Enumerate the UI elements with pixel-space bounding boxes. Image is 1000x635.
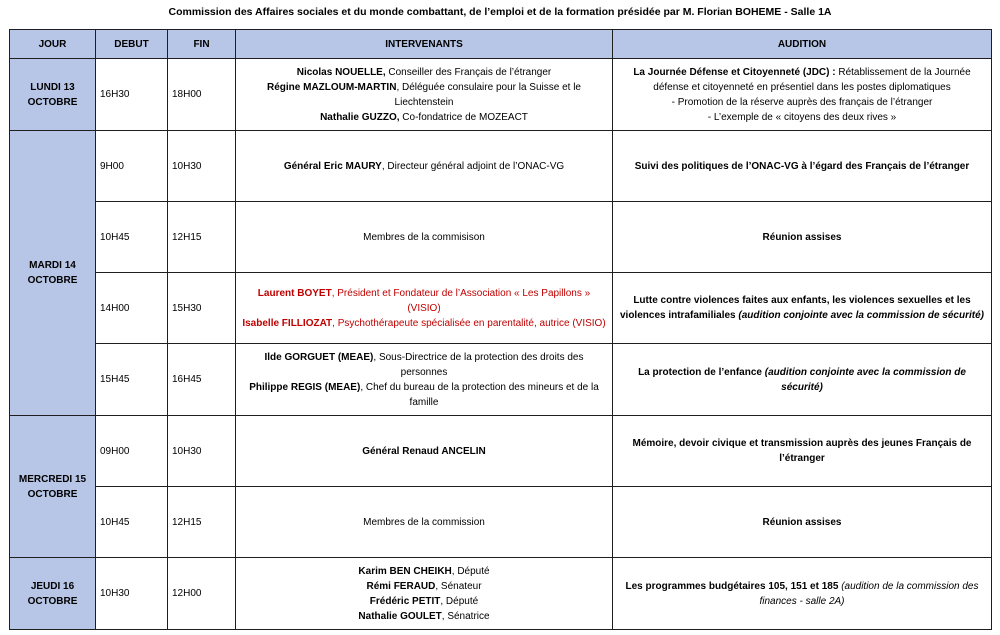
table-row (10, 344, 992, 416)
start-time: 10H45 (96, 487, 168, 558)
speaker-role: , Député (440, 595, 479, 607)
speaker-name: Philippe REGIS (MEAE) (249, 381, 361, 393)
speaker-role: , Sous-Directrice de la protection des droits des personnes (373, 351, 584, 378)
end-time: 10H30 (168, 131, 236, 202)
speaker-name: Nathalie GUZZO, (320, 111, 400, 123)
end-time: 15H30 (168, 273, 236, 344)
table-header-row (10, 30, 992, 59)
speakers-cell (236, 59, 613, 131)
audition-cell (613, 487, 992, 558)
speakers-cell (236, 131, 613, 202)
table-row (10, 131, 992, 202)
table-row (10, 59, 992, 131)
end-time: 16H45 (168, 344, 236, 416)
page-title: Commission des Affaires sociales et du monde combattant, de l’emploi et de la formation présidée par M. Florian BOHEME - Salle 1A (168, 6, 832, 18)
audition-cell (613, 59, 992, 131)
table-row (10, 487, 992, 558)
speakers-cell: Membres de la commisison (236, 202, 613, 273)
audition-title: La Journée Défense et Citoyenneté (JDC) : (633, 66, 836, 78)
audition-text: Rétablissement de la Journée défense et citoyenneté en présentiel dans les postes diplomatiques (653, 66, 971, 93)
speaker-name: Général Renaud ANCELIN (362, 445, 486, 457)
speaker-name: Karim BEN CHEIKH (358, 565, 452, 577)
start-time: 09H00 (96, 416, 168, 487)
audition-note: (audition de la commission des finances - salle 2A) (759, 580, 979, 607)
speaker-role: , Député (451, 565, 490, 577)
audition-title: Suivi des politiques de l’ONAC-VG à l’égard des Français de l’étranger (634, 160, 970, 172)
speaker-name: Régine MAZLOUM-MARTIN (267, 81, 397, 93)
day-cell: JEUDI 16 OCTOBRE (10, 558, 96, 630)
audition-text: - Promotion de la réserve auprès des français de l’étranger (671, 96, 933, 108)
speaker-role: , Sénatrice (441, 610, 490, 622)
end-time: 12H15 (168, 202, 236, 273)
speaker-name: Ilde GORGUET (MEAE) (264, 351, 374, 363)
audition-cell (613, 202, 992, 273)
start-time: 15H45 (96, 344, 168, 416)
audition-title: Lutte contre violences faites aux enfants, les violences sexuelles et les violences intrafamiliales (619, 295, 971, 321)
speaker-role: , Directeur général adjoint de l’ONAC-VG (381, 160, 565, 172)
audition-cell (613, 344, 992, 416)
audition-title: Mémoire, devoir civique et transmission auprès des jeunes Français de l’étranger (632, 438, 972, 464)
audition-title: Réunion assises (762, 231, 842, 243)
start-time: 16H30 (96, 59, 168, 131)
start-time: 9H00 (96, 131, 168, 202)
audition-text: - L’exemple de « citoyens des deux rives » (707, 111, 897, 123)
speaker-name: Frédéric PETIT (369, 595, 441, 607)
speaker-name: Isabelle FILLIOZAT (242, 317, 333, 329)
day-cell: MARDI 14 OCTOBRE (10, 131, 96, 416)
speakers-cell (236, 558, 613, 630)
speaker-name: Général Eric MAURY (283, 160, 382, 172)
speaker-role: , Président et Fondateur de l’Association « Les Papillons » (VISIO) (331, 287, 591, 314)
day-cell: LUNDI 13 OCTOBRE (10, 59, 96, 131)
end-time: 18H00 (168, 59, 236, 131)
end-time: 12H15 (168, 487, 236, 558)
schedule-table (9, 29, 992, 630)
audition-note: (audition conjointe avec la commission de sécurité) (738, 310, 984, 321)
speaker-name: Rémi FERAUD (366, 580, 436, 592)
start-time: 14H00 (96, 273, 168, 344)
audition-note: (audition conjointe avec la commission de sécurité) (764, 366, 966, 393)
audition-title: La protection de l’enfance (638, 366, 765, 378)
audition-cell (613, 416, 992, 487)
audition-cell (613, 558, 992, 630)
start-time: 10H30 (96, 558, 168, 630)
end-time: 10H30 (168, 416, 236, 487)
speaker-role: , Déléguée consulaire pour la Suisse et le Liechtenstein (394, 81, 581, 108)
start-time: 10H45 (96, 202, 168, 273)
audition-title: Réunion assises (762, 516, 842, 528)
audition-cell (613, 273, 992, 344)
end-time: 12H00 (168, 558, 236, 630)
header-intervenants: INTERVENANTS (236, 30, 613, 59)
speaker-role: , Sénateur (435, 580, 482, 592)
speakers-cell (236, 416, 613, 487)
speaker-role: , Chef du bureau de la protection des mineurs et de la famille (360, 381, 599, 408)
table-row (10, 558, 992, 630)
audition-cell (613, 131, 992, 202)
speaker-role: Conseiller des Français de l’étranger (385, 66, 552, 78)
speakers-cell (236, 273, 613, 344)
speaker-name: Laurent BOYET (257, 287, 332, 299)
table-row (10, 202, 992, 273)
header-audition: AUDITION (613, 30, 992, 59)
speaker-role: , Psychothérapeute spécialisée en parentalité, autrice (VISIO) (332, 317, 606, 329)
audition-title: Les programmes budgétaires 105, 151 et 185 (625, 580, 842, 592)
table-row (10, 273, 992, 344)
speaker-name: Nicolas NOUELLE, (296, 66, 386, 78)
header-jour: JOUR (10, 30, 96, 59)
speaker-name: Nathalie GOULET (358, 610, 442, 622)
header-debut: DEBUT (96, 30, 168, 59)
speaker-role: Co-fondatrice de MOZEACT (399, 111, 528, 123)
day-cell: MERCREDI 15 OCTOBRE (10, 416, 96, 558)
header-fin: FIN (168, 30, 236, 59)
speakers-cell: Membres de la commission (236, 487, 613, 558)
table-row (10, 416, 992, 487)
speakers-cell (236, 344, 613, 416)
